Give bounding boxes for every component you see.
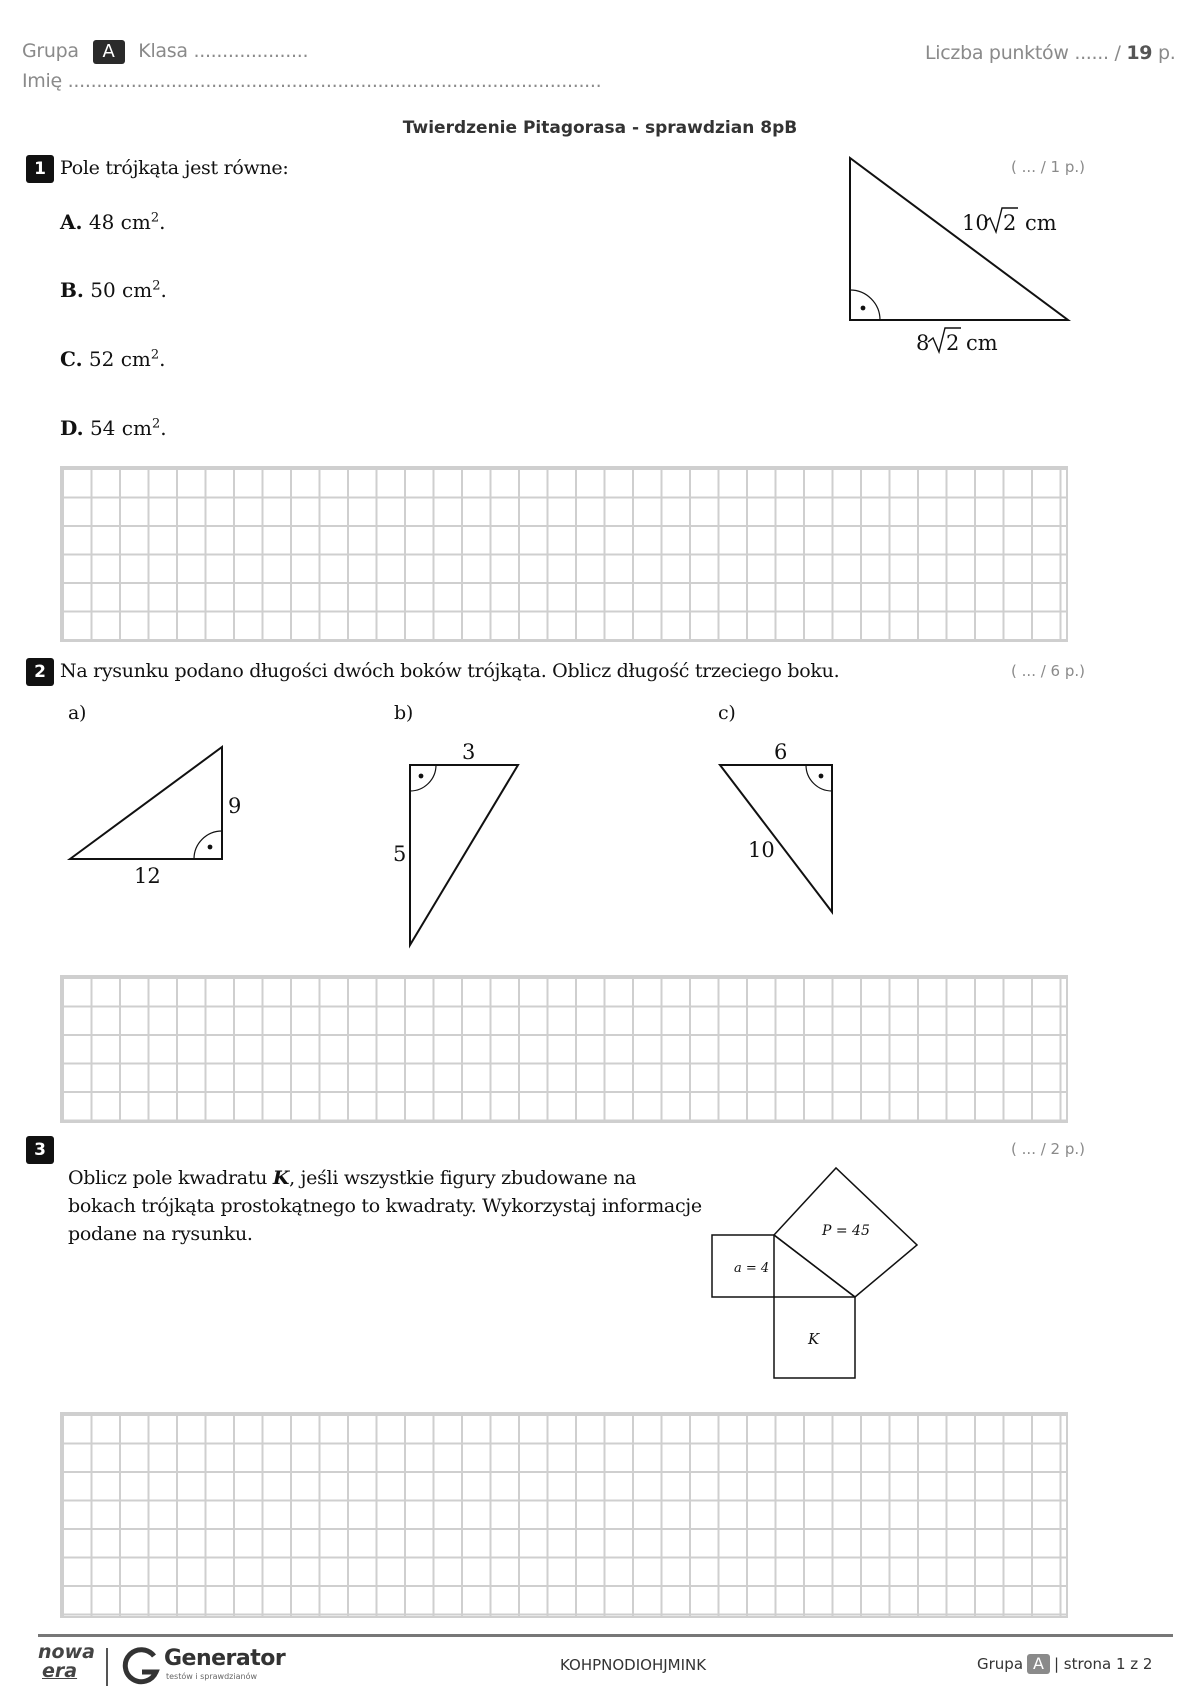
question-1-text: Pole trójkąta jest równe:: [60, 157, 289, 179]
question-2-points: ( ... / 6 p.): [1011, 662, 1085, 680]
q1-triangle: [850, 158, 1068, 320]
question-number-3: 3: [26, 1136, 54, 1164]
hyp-coef: 10: [962, 211, 989, 235]
option-letter: D.: [60, 416, 84, 440]
q3-line-3: podane na rysunku.: [68, 1223, 253, 1245]
triangle-c-shape: [720, 765, 832, 912]
option-letter: A.: [60, 210, 83, 234]
footer-page-label: | strona 1 z 2: [1053, 1655, 1153, 1673]
label-small: a = 4: [734, 1261, 770, 1276]
points-label: Liczba punktów ...... /: [925, 42, 1121, 64]
page-title: Twierdzenie Pitagorasa - sprawdzian 8pB: [402, 118, 798, 138]
logo-separator: [106, 1648, 108, 1686]
q3-line-1: [68, 1164, 702, 1192]
q3-squares-figure: [700, 1148, 930, 1388]
base-label: [916, 328, 998, 355]
points-unit: p.: [1157, 42, 1176, 64]
footer-group-label: Grupa: [977, 1655, 1024, 1673]
q3-var-k: K: [272, 1167, 290, 1189]
right-angle-dot: [861, 306, 866, 311]
answer-grid-3[interactable]: [60, 1412, 1068, 1618]
side-label: 9: [228, 794, 242, 818]
option-value: 54 cm: [89, 416, 152, 440]
generator-subtitle: testów i sprawdzianów: [166, 1672, 257, 1681]
option-letter: C.: [60, 347, 83, 371]
label-k: K: [808, 1330, 820, 1348]
hyp-label: [962, 208, 1057, 235]
option-value: 52 cm: [88, 347, 151, 371]
option-c[interactable]: [60, 347, 166, 371]
q2-triangle-a: [60, 735, 260, 895]
class-field[interactable]: Klasa ....................: [138, 40, 309, 62]
generator-g-icon: [120, 1646, 162, 1688]
base-root: 2: [946, 331, 960, 355]
group-row: [22, 40, 308, 64]
label-big: P = 45: [822, 1223, 870, 1239]
question-number-1: 1: [26, 155, 54, 183]
logo-nowa: nowa: [38, 1641, 95, 1663]
q3-line-1-post: , jeśli wszystkie figury zbudowane na: [289, 1167, 637, 1189]
points-summary: [925, 42, 1175, 64]
nowa-era-logo: [38, 1643, 98, 1689]
logo-era: era: [42, 1660, 78, 1682]
footer-divider: [38, 1634, 1173, 1637]
question-3-text: [68, 1164, 702, 1248]
option-value: 50 cm: [90, 278, 153, 302]
q2-triangle-c: [710, 735, 860, 915]
side-label: 12: [134, 864, 161, 888]
right-angle-dot: [819, 774, 824, 779]
question-1-points: ( ... / 1 p.): [1011, 158, 1085, 176]
generator-title: Generator: [164, 1646, 286, 1671]
q3-line-2: bokach trójkąta prostokątnego to kwadraty. Wykorzystaj informacje: [68, 1195, 702, 1217]
option-end: .: [159, 347, 166, 371]
q1-triangle-figure: [840, 150, 1080, 360]
footer-group-badge: A: [1027, 1654, 1050, 1674]
right-angle-arc: [850, 290, 880, 320]
option-exp: 2: [150, 347, 160, 363]
right-angle-dot: [419, 774, 424, 779]
right-angle-arc: [806, 765, 832, 791]
part-a-label: a): [68, 702, 87, 724]
option-end: .: [159, 210, 166, 234]
footer-page-info: [977, 1654, 1152, 1674]
question-2-text: Na rysunku podano długości dwóch boków trójkąta. Oblicz długość trzeciego boku.: [60, 660, 840, 682]
option-exp: 2: [152, 278, 161, 294]
hyp-unit: cm: [1025, 211, 1057, 235]
option-end: .: [160, 416, 167, 440]
base-coef: 8: [916, 331, 930, 355]
option-end: .: [160, 278, 167, 302]
option-exp: 2: [151, 416, 161, 432]
option-value: 48 cm: [88, 210, 151, 234]
right-angle-arc: [194, 831, 222, 859]
right-angle-dot: [208, 845, 213, 850]
hypotenuse: [774, 1235, 855, 1297]
points-total: 19: [1126, 42, 1153, 64]
question-number-2: 2: [26, 658, 54, 686]
answer-grid-1[interactable]: [60, 466, 1068, 642]
option-d[interactable]: [60, 416, 167, 440]
triangle-b-shape: [410, 765, 518, 945]
side-label: 6: [774, 740, 788, 764]
question-3-points: ( ... / 2 p.): [1011, 1140, 1085, 1158]
option-exp: 2: [150, 210, 160, 226]
option-b[interactable]: [60, 278, 167, 302]
part-b-label: b): [394, 702, 413, 724]
q3-line-1-pre: Oblicz pole kwadratu: [68, 1167, 268, 1189]
group-label: Grupa: [22, 40, 79, 62]
side-label: 3: [462, 740, 476, 764]
side-label: 10: [748, 838, 775, 862]
q2-triangle-b: [390, 735, 540, 955]
option-letter: B.: [60, 278, 84, 302]
answer-grid-2[interactable]: [60, 975, 1068, 1123]
name-field[interactable]: Imię .............................................................................................: [22, 70, 602, 92]
option-a[interactable]: [60, 210, 165, 234]
group-badge: A: [93, 40, 125, 64]
hyp-root: 2: [1003, 211, 1017, 235]
base-unit: cm: [966, 331, 998, 355]
right-angle-arc: [410, 765, 436, 791]
part-c-label: c): [718, 702, 736, 724]
side-label: 5: [393, 842, 407, 866]
document-code: KOHPNODIOHJMINK: [560, 1656, 707, 1674]
